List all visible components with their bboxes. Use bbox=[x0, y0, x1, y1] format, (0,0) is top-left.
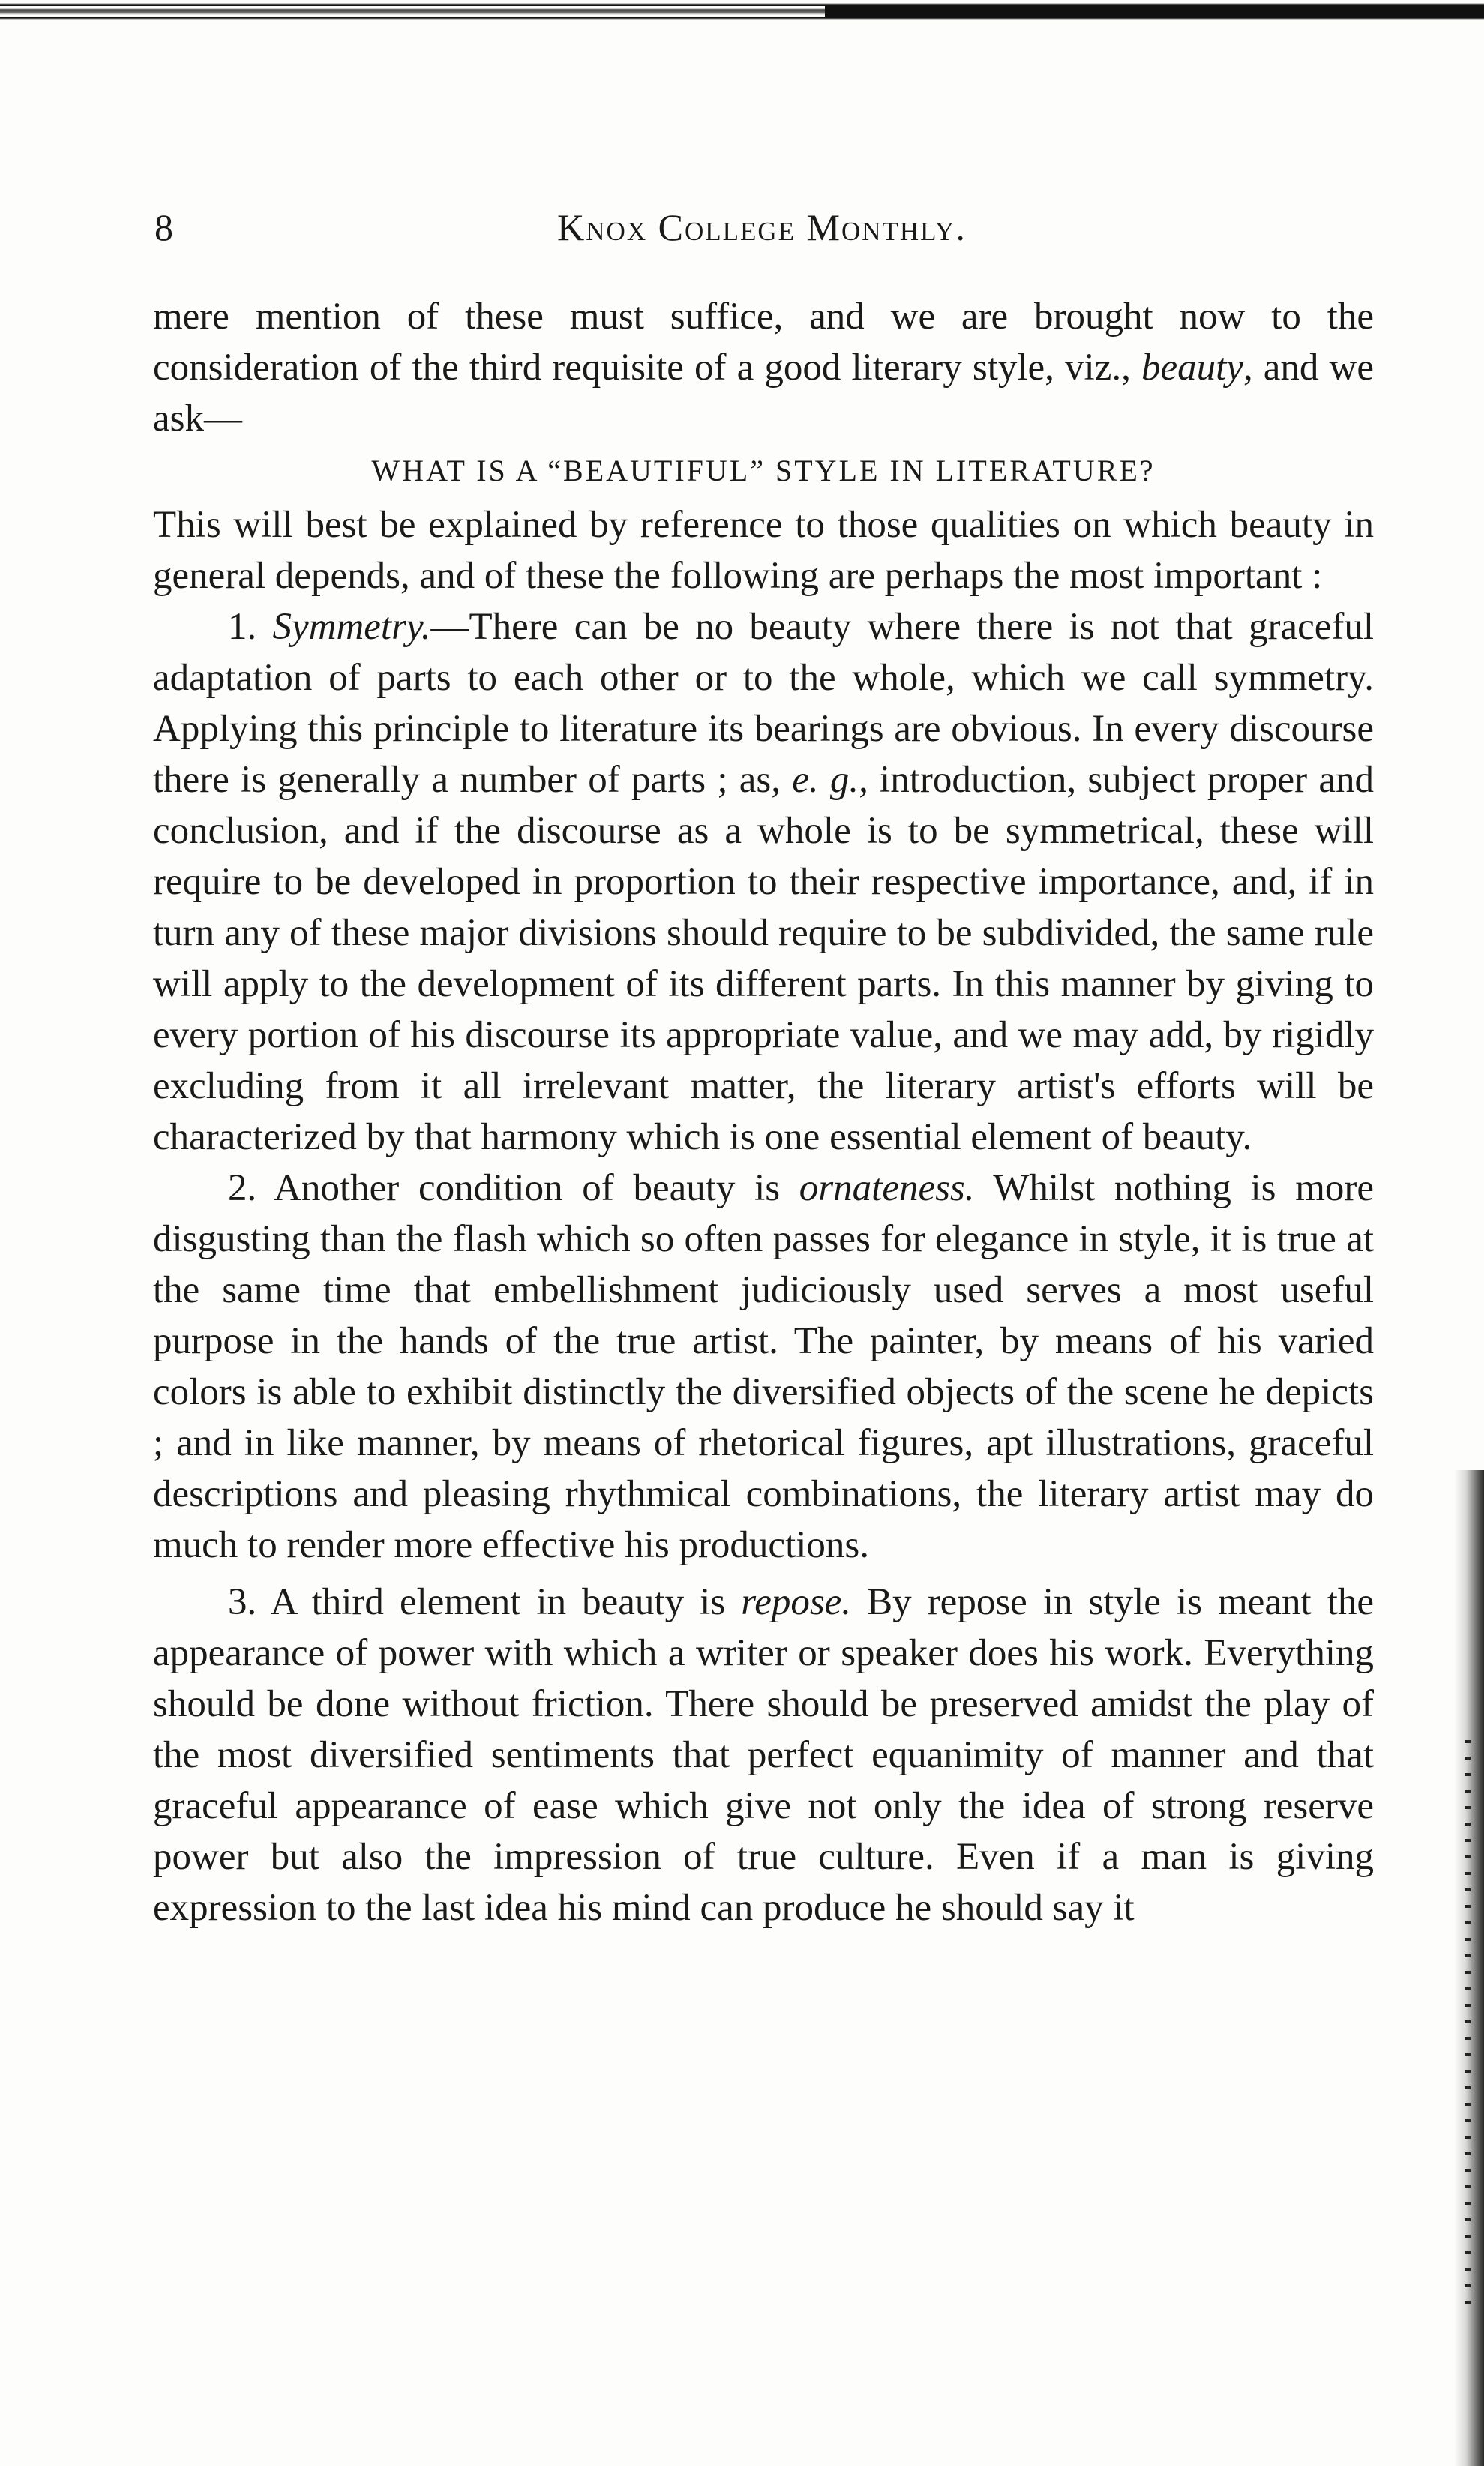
opening-italic: beauty bbox=[1141, 346, 1243, 388]
item-number: 1. bbox=[228, 606, 257, 648]
page-number: 8 bbox=[154, 206, 173, 248]
intro-paragraph: This will best be explained by reference to those qualities on which beauty in general depends, and of these the following are perhaps the most important : bbox=[153, 504, 1374, 597]
item-number: 2. bbox=[228, 1167, 257, 1209]
item-repose bbox=[153, 1576, 1374, 1934]
item-ornateness bbox=[153, 1162, 1374, 1570]
page-edge-marks bbox=[1465, 1740, 1471, 2310]
item-text-continued: , introduction, subject proper and conclusion, and if the discourse as a whole is to be symmetrical, these will require to be developed in proportion to their respective importance, and, if in turn any of these major divisions should require to be subdivided, the same rule will apply to the development of its different parts. In this manner by giving to every portion of his discourse its appropriate value, and we may add, by rigidly excluding from it all irrelevant matter, the literary artist's efforts will be characterized by that harmony which is one essential element of beauty. bbox=[153, 759, 1374, 1158]
opening-text: mere mention of these must suffice, and we are brought now to the consideration of the third requisite of a good literary style, viz., bbox=[153, 296, 1374, 388]
item-term: repose. bbox=[741, 1581, 852, 1623]
item-symmetry bbox=[153, 602, 1374, 1162]
top-border-rule-shadow bbox=[0, 6, 825, 16]
running-head bbox=[154, 201, 1369, 254]
item-text-continued: By repose in style is meant the appearance of power with which a writer or speaker does his work. Everything should be done without friction. There should be preserved amidst the play of the most diversified sentiments that perfect equanimity of manner and that graceful appearance of ease which give not only the idea of strong reserve power but also the impression of true culture. Even if a man is giving expression to the last idea his mind can produce he should say it bbox=[153, 1581, 1375, 1929]
item-abbrev: e. g. bbox=[792, 759, 859, 801]
section-subheading: WHAT IS A “BEAUTIFUL” STYLE IN LITERATURE? bbox=[371, 454, 1156, 488]
item-term: ornateness. bbox=[799, 1167, 975, 1209]
item-term: Symmetry. bbox=[272, 606, 431, 648]
opening-text-end: , and we ask— bbox=[153, 346, 1375, 440]
journal-title: Knox College Monthly. bbox=[557, 206, 967, 248]
item-text: —There can be no beauty where there is not that graceful adaptation of parts to each other or to the whole, which we call symmetry. Applying this principle to literature its bearings are obvious. In every discourse there is generally a number of parts ; as, bbox=[153, 606, 1374, 801]
item-text-continued: Whilst nothing is more disgusting than the flash which so often passes for elegance in style, it is true at the same time that embellishment judiciously used serves a most useful purpose in the hands of the true artist. The painter, by means of his varied colors is able to exhibit distinctly the diversified objects of the scene he depicts ; and in like manner, by means of rhetorical figures, apt illustrations, graceful descriptions and pleasing rhythmical combinations, the literary artist may do much to render more effective his productions. bbox=[153, 1167, 1375, 1566]
item-text: A third element in beauty is bbox=[270, 1581, 742, 1623]
article-body bbox=[153, 291, 1374, 1934]
opening-paragraph bbox=[153, 291, 1374, 444]
item-text: Another condition of beauty is bbox=[274, 1167, 799, 1209]
item-number: 3. bbox=[228, 1581, 257, 1623]
